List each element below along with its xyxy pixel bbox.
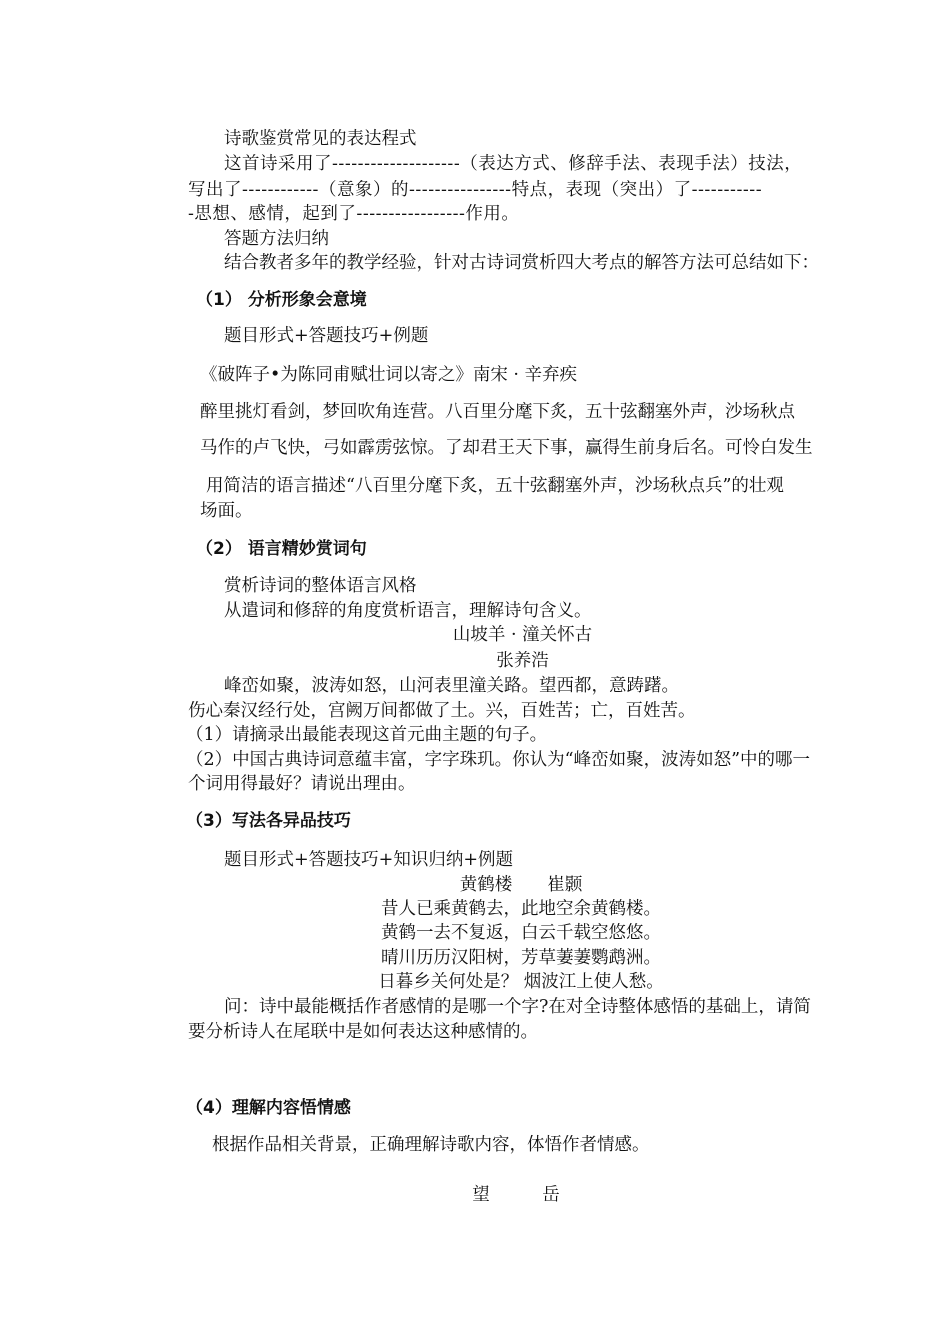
- section-1-poem-line-1: 醉里挑灯看剑，梦回吹角连营。八百里分麾下炙，五十弦翻塞外声，沙场秋点: [200, 402, 795, 422]
- section-1-task-line-1: 用简洁的语言描述“八百里分麾下炙，五十弦翻塞外声，沙场秋点兵”的壮观: [206, 476, 784, 496]
- section-3-title: （3）写法各异品技巧: [186, 811, 351, 831]
- section-1-poem-title: 《破阵子•为陈同甫赋壮词以寄之》南宋 · 辛弃疾: [200, 365, 578, 385]
- template-line-3: -思想、感情，起到了-----------------作用。: [188, 204, 520, 224]
- section-2-poem-line-2: 伤心秦汉经行处，宫阙万间都做了土。兴，百姓苦；亡，百姓苦。: [188, 701, 696, 721]
- method-summary: 结合教者多年的教学经验，针对古诗词赏析四大考点的解答方法可总结如下：: [224, 253, 819, 273]
- section-3-poem-line: 日暮乡关何处是？ 烟波江上使人愁。: [378, 972, 664, 992]
- section-4-title: （4）理解内容悟情感: [186, 1098, 351, 1118]
- section-2-poem-author: 张养浩: [496, 651, 549, 671]
- section-3-poem-line: 黄鹤一去不复返，白云千载空悠悠。: [381, 923, 661, 943]
- template-line-2: 写出了------------（意象）的----------------特点，表现（突出）了-----------: [188, 180, 763, 200]
- section-2-point-2: 从遣词和修辞的角度赏析语言，理解诗句含义。: [224, 601, 592, 621]
- expression-template-heading: 诗歌鉴赏常见的表达程式: [224, 129, 417, 149]
- section-3-question-line-2: 要分析诗人在尾联中是如何表达这种感情的。: [188, 1022, 538, 1042]
- section-2-question-1: （1）请摘录出最能表现这首元曲主题的句子。: [186, 725, 548, 745]
- section-3-question-line-1: 问：诗中最能概括作者感情的是哪一个字?在对全诗整体感悟的基础上，请简: [224, 997, 811, 1017]
- section-4-poem-title: 望 岳: [472, 1185, 560, 1205]
- section-1-task-line-2: 场面。: [200, 501, 253, 521]
- section-3-poem-line: 昔人已乘黄鹤去，此地空余黄鹤楼。: [381, 899, 661, 919]
- template-line-1: 这首诗采用了--------------------（表达方式、修辞手法、表现手法）技法，: [224, 154, 803, 174]
- section-4-text: 根据作品相关背景，正确理解诗歌内容，体悟作者情感。: [212, 1135, 650, 1155]
- section-2-question-2-line-2: 个词用得最好？请说出理由。: [188, 774, 416, 794]
- section-3-poem-header: 黄鹤楼 崔颢: [459, 875, 583, 895]
- section-2-question-2-line-1: （2）中国古典诗词意蕴丰富，字字珠玑。你认为“峰峦如聚，波涛如怒”中的哪一: [186, 750, 811, 770]
- section-3-poem-line: 晴川历历汉阳树，芳草萋萋鹦鹉洲。: [381, 948, 661, 968]
- section-1-title: （1） 分析形象会意境: [196, 290, 367, 310]
- section-3-form: 题目形式+答题技巧+知识归纳+例题: [224, 850, 513, 870]
- section-1-form: 题目形式+答题技巧+例题: [224, 326, 429, 346]
- section-2-title: （2） 语言精妙赏词句: [196, 539, 367, 559]
- section-2-poem-title: 山坡羊 · 潼关怀古: [452, 625, 593, 645]
- section-2-point-1: 赏析诗词的整体语言风格: [224, 576, 417, 596]
- section-1-poem-line-2: 马作的卢飞快，弓如霹雳弦惊。了却君王天下事，赢得生前身后名。可怜白发生: [200, 438, 813, 458]
- method-heading: 答题方法归纳: [224, 229, 329, 249]
- section-2-poem-line-1: 峰峦如聚，波涛如怒，山河表里潼关路。望西都，意踌躇。: [224, 676, 679, 696]
